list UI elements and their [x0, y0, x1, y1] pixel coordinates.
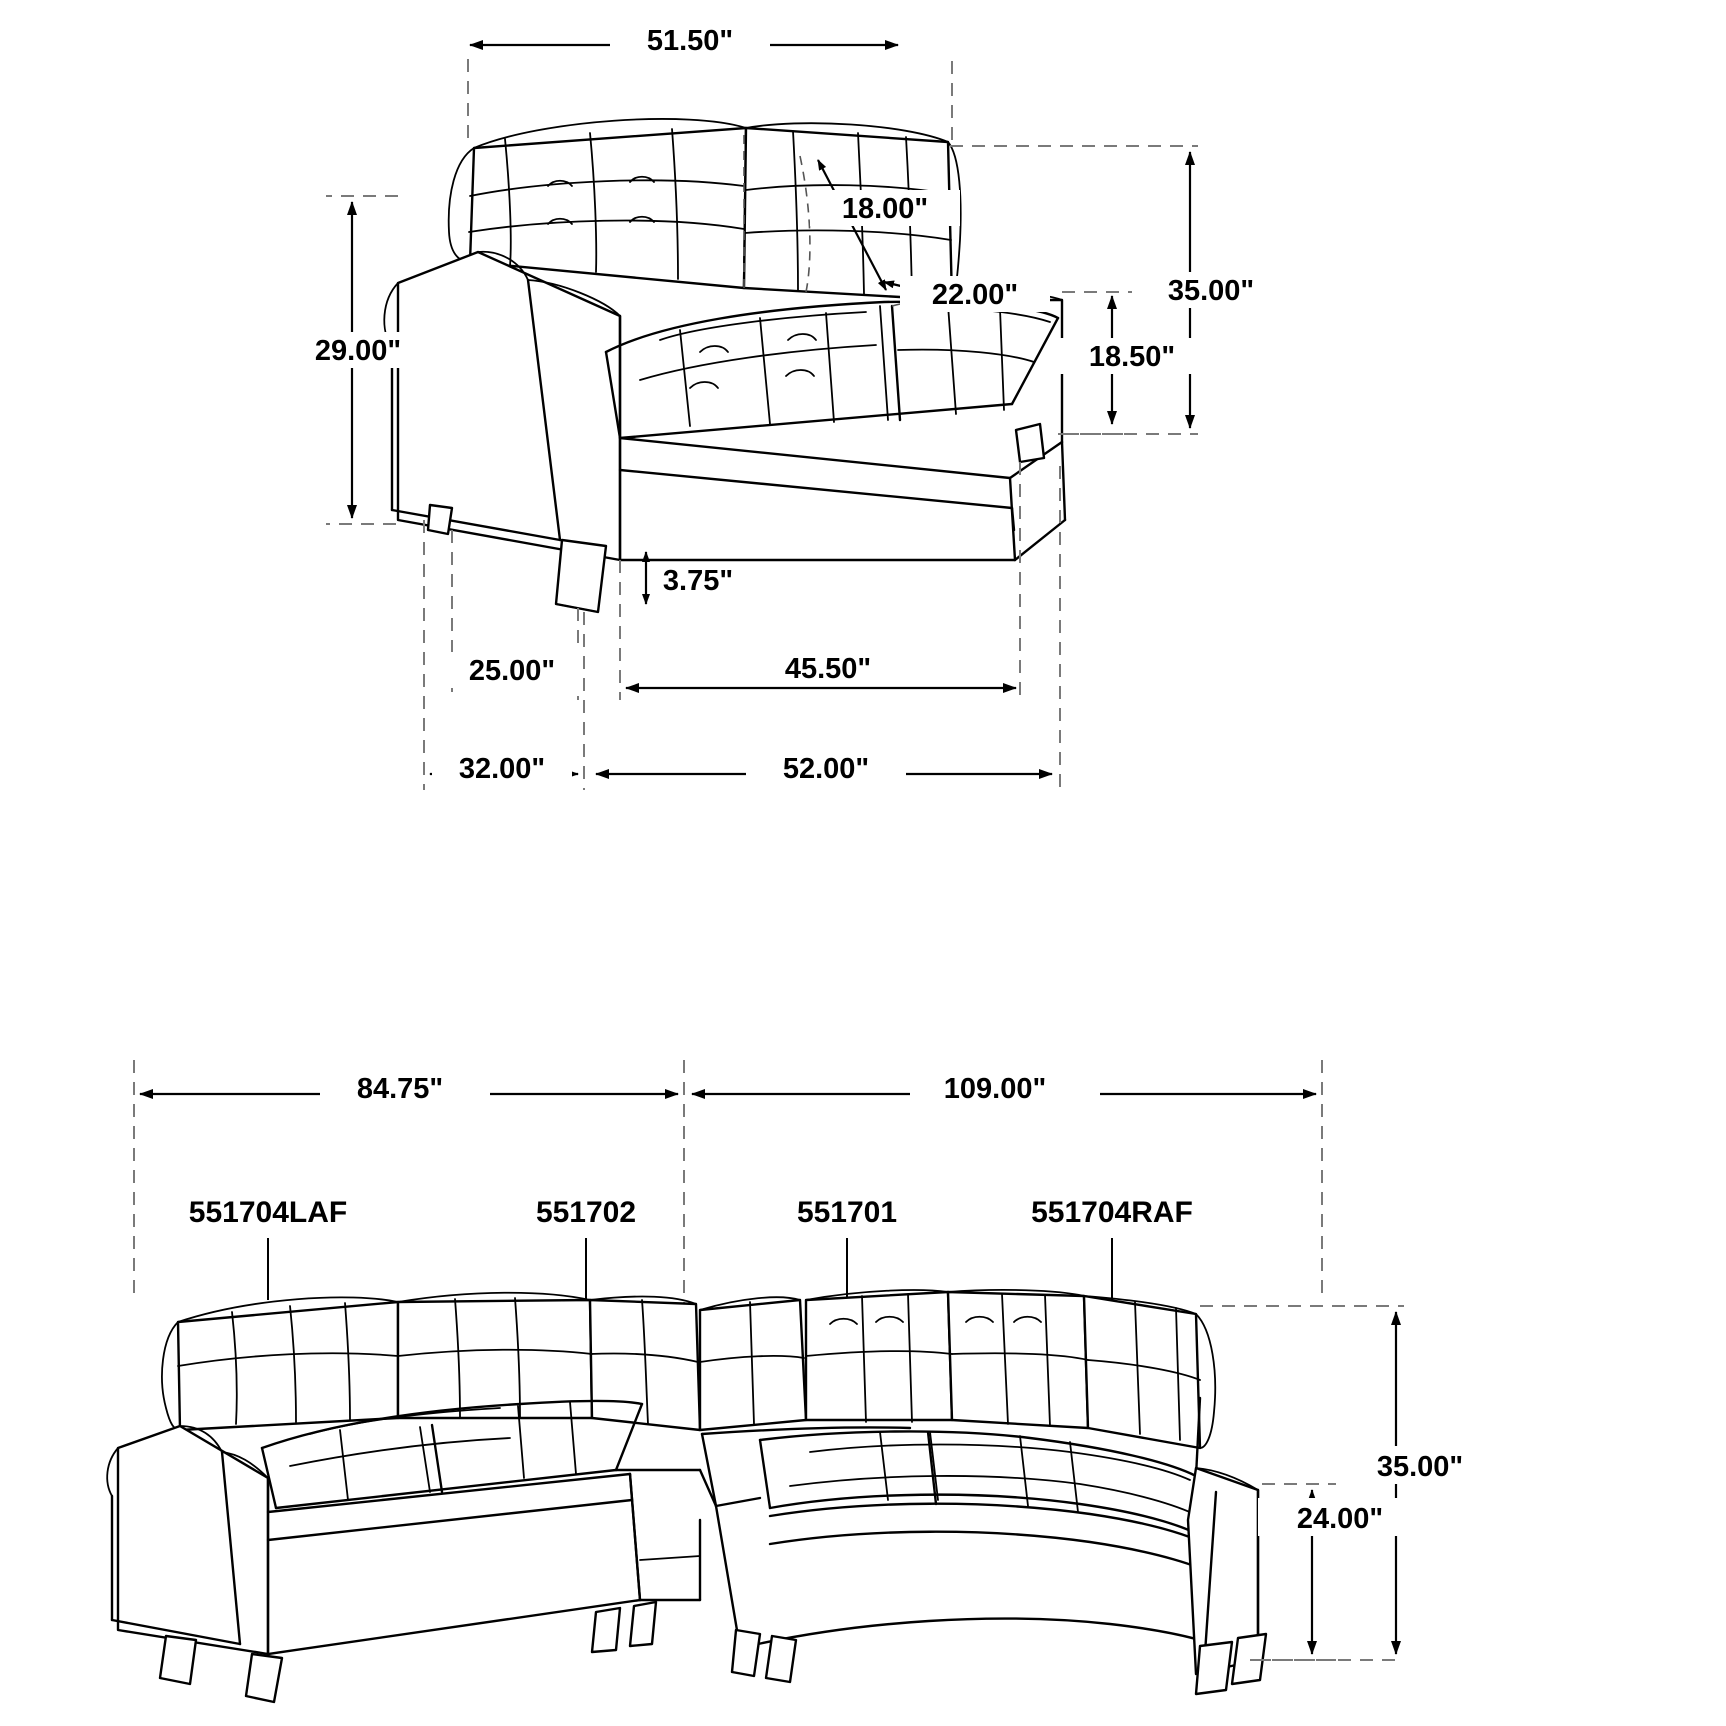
dim-84-75 — [134, 1060, 684, 1320]
dim-18-50 — [1058, 292, 1224, 434]
part-labels — [189, 1196, 1193, 1300]
dim-label-35-00: 35.00" — [1167, 275, 1255, 307]
loveseat-illustration — [384, 119, 1065, 612]
dim-sectional-24-00 — [1258, 1484, 1428, 1660]
dim-label-45-50: 45.50" — [784, 653, 872, 685]
dim-label-25-00: 25.00" — [468, 655, 556, 687]
dim-label-sectional-35-00: 35.00" — [1376, 1451, 1464, 1483]
dim-label-3-75: 3.75" — [662, 565, 734, 597]
dim-22-00 — [884, 276, 1050, 312]
dim-109-00 — [692, 1060, 1322, 1300]
dim-label-18-00: 18.00" — [841, 193, 929, 225]
dim-label-29-00: 29.00" — [314, 335, 402, 367]
dim-label-109-00: 109.00" — [943, 1073, 1047, 1105]
part-label-551704LAF: 551704LAF — [188, 1196, 348, 1229]
loveseat-view — [278, 22, 1294, 790]
sectional-view — [107, 1060, 1506, 1702]
dim-label-18-50: 18.50" — [1088, 341, 1176, 373]
dim-label-32-00: 32.00" — [458, 753, 546, 785]
dim-label-52-00: 52.00" — [782, 753, 870, 785]
part-label-551704RAF: 551704RAF — [1031, 1196, 1193, 1229]
sectional-illustration — [107, 1290, 1266, 1702]
dim-label-84-75: 84.75" — [356, 1073, 444, 1105]
dim-label-22-00: 22.00" — [931, 279, 1019, 311]
dim-52-00 — [596, 466, 1060, 790]
part-label-551702: 551702 — [535, 1196, 637, 1229]
dim-label-51-50: 51.50" — [646, 25, 734, 57]
part-label-551701: 551701 — [796, 1196, 898, 1229]
dim-label-sectional-24-00: 24.00" — [1296, 1503, 1384, 1535]
dim-51-50 — [468, 22, 952, 140]
